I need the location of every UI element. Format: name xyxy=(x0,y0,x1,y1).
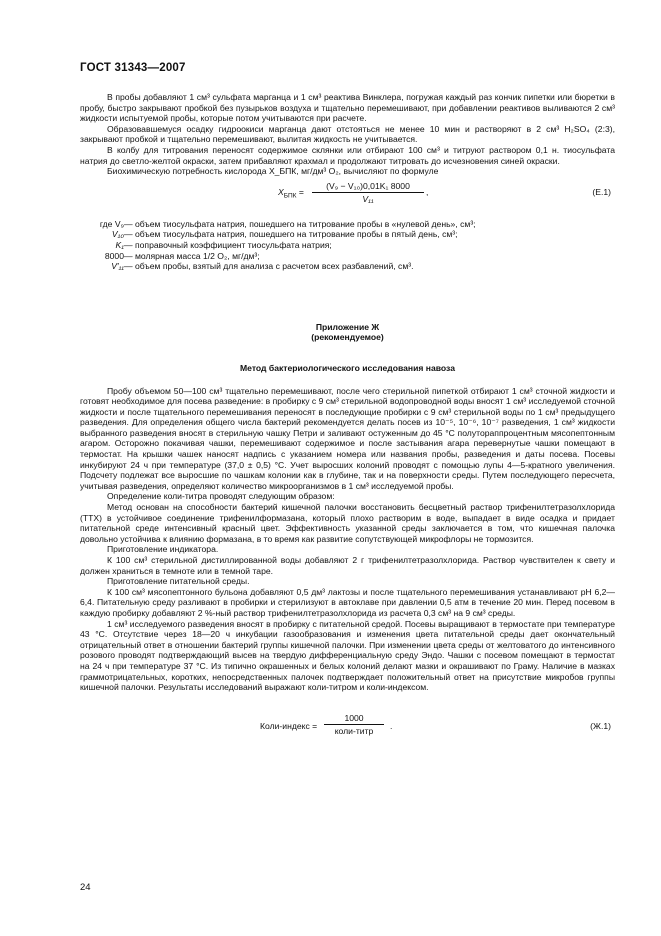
formula-numerator: (V₉ − V₁₀)0,01K₁ 8000 xyxy=(312,181,424,194)
paragraph-top: Образовавшемуся осадку гидроокиси марганца дают отстояться не менее 10 мин и растворяют в 2 см³ H₂SO₄ (2:3), закрывают пробкой и тщательно перемешивают, вылитая жидкость не учитывается. xyxy=(80,123,615,145)
appendix-heading: Метод бактериологического исследования навоза xyxy=(240,362,455,373)
formula-fraction xyxy=(312,181,424,205)
paragraph-bottom: Пробу объемом 50—100 см³ тщательно перемешивают, после чего стерильной пипеткой отбирают 1 см³ сточной жидкости и готовят необходимое для посева разведение: в пробирку с 9 см³ стерильной водопроводной воды вносят 1 см³ исследуемой сточной жидкости и после тщательного перемешивания переносят в последующие пробирки с 9 см³ стерильной воды по 1 см³ предыдущего разведения. Для определения общего числа бактерий рекомендуется делать посев из 10⁻⁵, 10⁻⁶, 10⁻⁷ разведения, 1 см³ жидкости выбранного разведения вносят в стерильную чашку Петри и заливают остуженным до 45 °С полутораппроцентным мясопептонным агаром. Осторожно покачивая чашки, перемешивают содержимое и после застывания агара перевернутые чашки помещают в термостат. На крышки чашек наносят надпись с указанием номера или названия пробы, разведения и даты посева. Посевы инкубируют 24 ч при температуре (37,0 ± 0,5) °С. Учет выросших колоний проводят с помощью лупы 4—5-кратного увеличения. Подсчету подлежат все выросшие по чашкам колонии как в глубине, так и на поверхности среды. Путем последующего пересчета, учитывая разведения, определяют количество микроорганизмов в 1 см³ исследуемой пробы. xyxy=(80,385,615,491)
formula-denominator: V₁₁ xyxy=(362,194,374,205)
appendix-title: Приложение Ж xyxy=(315,321,380,332)
where-item xyxy=(80,251,476,262)
formula-label: Коли-индекс = xyxy=(260,720,318,731)
where-item xyxy=(80,240,476,251)
formula-lhs-subscript: БПК xyxy=(283,192,297,200)
where-description: — объем пробы, взятый для анализа с расчетом всех разбавлений, см³. xyxy=(124,261,414,272)
where-description: — молярная масса 1/2 O₂, мг/дм³; xyxy=(124,250,260,261)
formula-dot: . xyxy=(390,720,393,731)
where-symbol: K₁ xyxy=(115,239,124,250)
where-description: — объем тиосульфата натрия, пошедшего на титрование пробы в «нулевой день», см³; xyxy=(124,218,476,229)
paragraph-bottom: Метод основан на способности бактерий кишечной палочки восстановить бесцветный раствор трифенилтетразолхлорида (ТТХ) в устойчивое соединение трифенилформазана, который плохо растворим в воде, выпадает в виде осадка и придает питательной среде интенсивный красный цвет. Эффективность указанной среды заключается в том, что кишечная палочка довольно устойчива к влиянию формазана, в то время как развитие сопутствующей микрофлоры не тормозится. xyxy=(80,502,615,544)
formula-number: (Ж.1) xyxy=(590,720,611,731)
where-symbol: где V₉ xyxy=(99,218,124,229)
formula-fraction xyxy=(324,713,384,737)
where-description: — объем тиосульфата натрия, пошедшего на титрование пробы в пятый день, см³; xyxy=(124,229,458,240)
paragraph-top: В пробы добавляют 1 см³ сульфата марганца и 1 см³ реактива Винклера, погружая каждый раз кончик пипетки или бюретки в пробу, быстро закрывают пробкой без пузырьков воздуха и тщательно перемешивают, при добавлении реактивов выливаются 2 см³ жидкости испытуемой пробы, которые потом учитываются при расчете. xyxy=(80,92,615,124)
paragraph-bottom: 1 см³ исследуемого разведения вносят в пробирку с питательной средой. Посевы выращивают в термостате при температуре 43 °С. Отсутствие через 18—20 ч инкубации газообразования и изменения цвета питательной среды дает окончательный отрицательный ответ в отношении бактерий группы кишечной палочки. При изменении цвета среды от желтоватого до интенсивного розового проводят подтверждающий высев на твердую дифференциальную среду Эндо. Чашки с посевом помещают в термостат на 24 ч при температуре 37 °С. Из типично окрашенных и белых колоний делают мазки и окрашивают по Граму. Наличие в мазках граммотрицательных, коротких, непосредственных палочек подтверждает положительный ответ на присутствие микробов группы кишечной палочки. Результаты исследований выражают коли-титром и коли-индексом. xyxy=(80,618,615,693)
where-symbol: 8000 xyxy=(104,250,124,261)
where-description: — поправочный коэффициент тиосульфата натрия; xyxy=(124,239,332,250)
formula-zh1 xyxy=(80,713,615,743)
formula-equals: = xyxy=(298,186,304,197)
formula-e1 xyxy=(80,181,615,215)
paragraph-top: В колбу для титрования переносят содержимое склянки или отбирают 100 см³ и титруют раствором 0,1 н. тиосульфата натрия до светло-желтой окраски, затем прибавляют крахмал и продолжают титровать до исчезновения синей окраски. xyxy=(80,144,615,166)
where-item xyxy=(80,229,476,240)
paragraph-bottom: Приготовление питательной среды. xyxy=(107,576,250,587)
page-content xyxy=(80,92,615,743)
paragraph-bottom: К 100 см³ стерильной дистиллированной воды добавляют 2 г трифенилтетразолхлорида. Раствор чувствителен к свету и должен храниться в темноте или в темной таре. xyxy=(80,555,615,576)
formula-comma: , xyxy=(426,186,429,197)
formula-number: (Е.1) xyxy=(592,186,611,197)
formula-denominator: коли-титр xyxy=(334,726,374,737)
where-symbol: V₁₀ xyxy=(111,229,124,240)
paragraph-bottom: К 100 см³ мясопептонного бульона добавляют 0,5 дм³ лактозы и после тщательного перемешивания устанавливают pH 6,2—6,4. Питательную среду разливают в пробирки и стерилизуют в автоклаве при давлении 0,5 атм в течение 20 мин. Перед посевом в каждую пробирку добавляют 2 %-ный раствор трифенилтетразолхлорида из расчета 0,3 см³ на 9 см³ среды. xyxy=(80,586,615,618)
paragraph-top: Биохимическую потребность кислорода X_БПК, мг/дм³ O₂, вычисляют по формуле xyxy=(107,166,439,177)
where-symbol: V′₁₁ xyxy=(111,261,124,272)
formula-numerator: 1000 xyxy=(324,713,384,726)
paragraph-bottom: Приготовление индикатора. xyxy=(107,544,219,555)
formula-lhs xyxy=(278,187,304,198)
appendix-subtitle: (рекомендуемое) xyxy=(311,332,384,343)
document-header: ГОСТ 31343—2007 xyxy=(80,62,186,74)
paragraph-bottom: Определение коли-титра проводят следующим образом: xyxy=(107,491,335,502)
where-list xyxy=(80,219,476,272)
formula-lhs-symbol: X xyxy=(278,186,284,197)
where-item xyxy=(80,219,476,230)
where-item xyxy=(80,261,476,272)
page-number: 24 xyxy=(80,882,91,893)
